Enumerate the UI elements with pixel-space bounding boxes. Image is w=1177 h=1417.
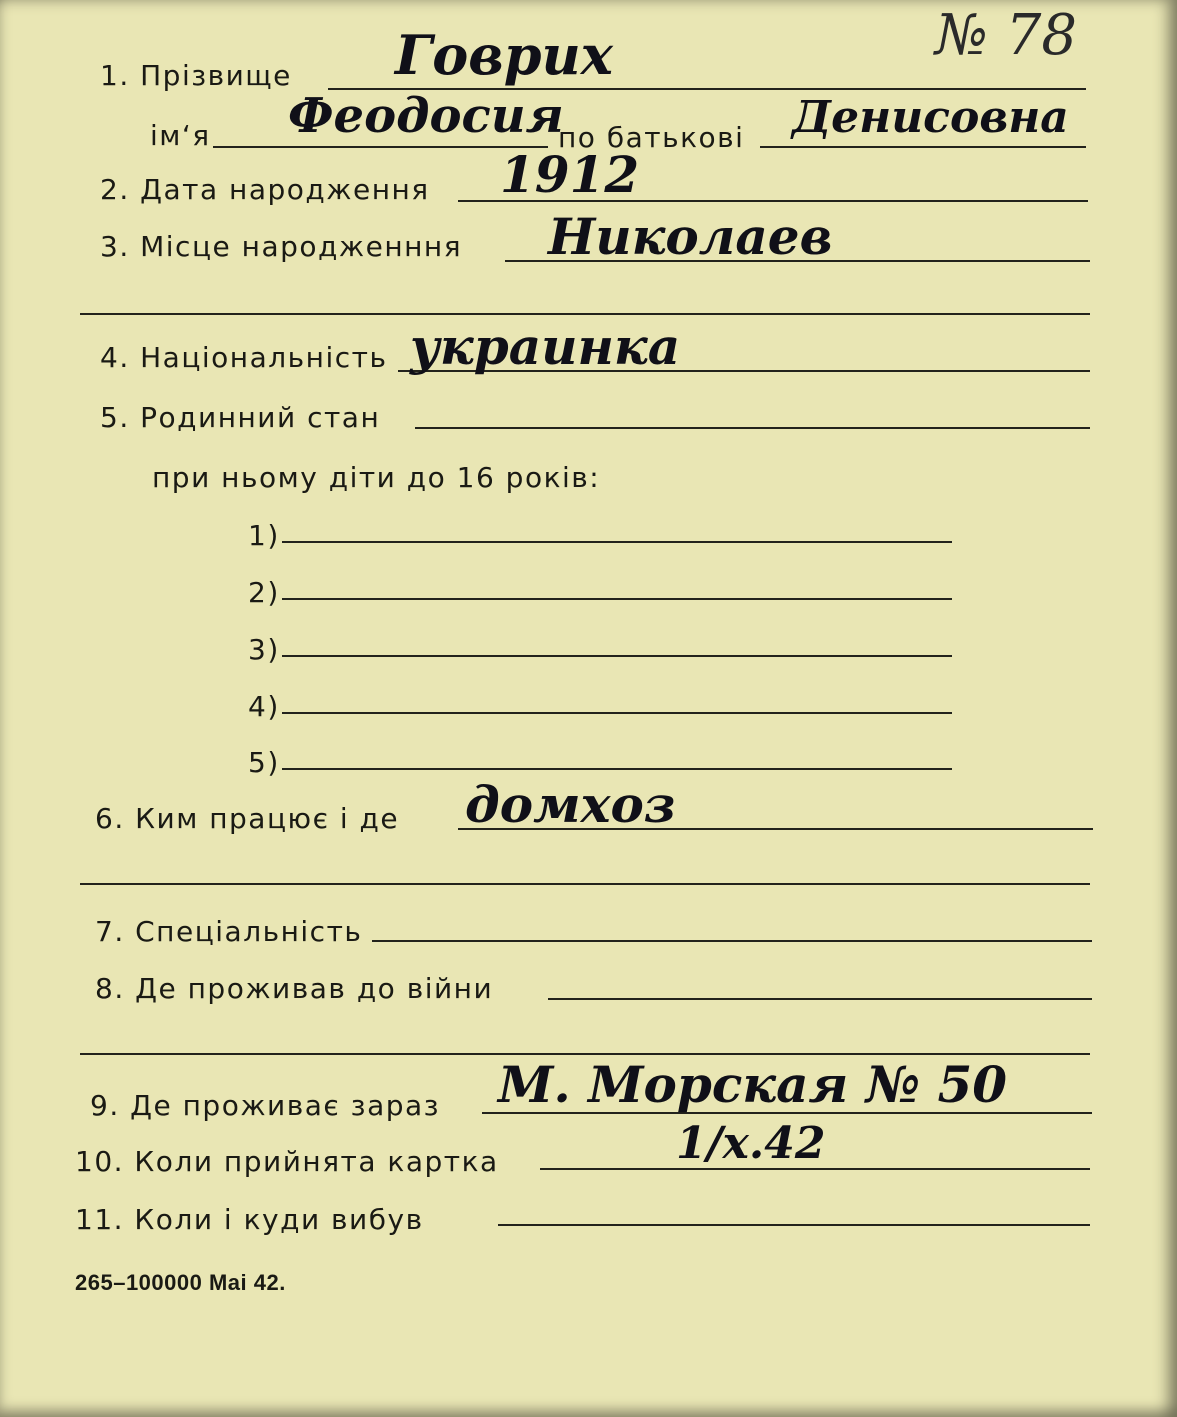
print-footer: 265–100000 Mai 42. (75, 1270, 286, 1295)
birth-date-value[interactable]: 1912 (500, 145, 640, 204)
card-accepted-label: 10. Коли прийнята картка (75, 1145, 499, 1178)
marital-status-line (415, 427, 1090, 429)
surname-label: 1. Прізвище (100, 59, 292, 92)
specialty-line (372, 940, 1092, 942)
child-num: 4) (248, 690, 280, 723)
prewar-residence-label: 8. Де проживав до війни (95, 972, 494, 1005)
child-line (282, 541, 952, 543)
child-num: 2) (248, 576, 280, 609)
patronymic-value[interactable]: Денисовна (792, 92, 1069, 143)
name-label: ім‘я (150, 119, 211, 152)
patronymic-label: по батькові (558, 121, 745, 154)
patronymic-line (760, 146, 1086, 148)
name-line (213, 146, 548, 148)
child-num: 1) (248, 519, 280, 552)
child-line (282, 655, 952, 657)
marital-status-label: 5. Родинний стан (100, 401, 381, 434)
child-num: 5) (248, 746, 280, 779)
birth-date-label: 2. Дата народження (100, 173, 430, 206)
specialty-label: 7. Спеціальність (95, 915, 363, 948)
child-line (282, 598, 952, 600)
card-accepted-value[interactable]: 1/х.42 (676, 1118, 826, 1169)
current-residence-value[interactable]: М. Морская № 50 (498, 1055, 1008, 1114)
child-line (282, 712, 952, 714)
birth-place-label: 3. Місце народженння (100, 230, 463, 263)
surname-value[interactable]: Говрих (395, 23, 613, 87)
departure-label: 11. Коли і куди вибув (75, 1203, 424, 1236)
child-line (282, 768, 952, 770)
occupation-value[interactable]: домхоз (465, 775, 676, 834)
separator-line-2 (80, 883, 1090, 885)
nationality-label: 4. Національність (100, 341, 388, 374)
nationality-value[interactable]: украинка (410, 317, 681, 376)
current-residence-label: 9. Де проживає зараз (90, 1089, 441, 1122)
corner-mark: № 78 (935, 3, 1078, 68)
birth-place-value[interactable]: Николаев (548, 207, 833, 266)
children-heading: при ньому діти до 16 років: (152, 461, 601, 494)
occupation-label: 6. Ким працює і де (95, 802, 400, 835)
child-num: 3) (248, 633, 280, 666)
name-value[interactable]: Феодосия (288, 88, 564, 144)
prewar-residence-line (548, 998, 1092, 1000)
separator-line-1 (80, 313, 1090, 315)
departure-line (498, 1224, 1090, 1226)
